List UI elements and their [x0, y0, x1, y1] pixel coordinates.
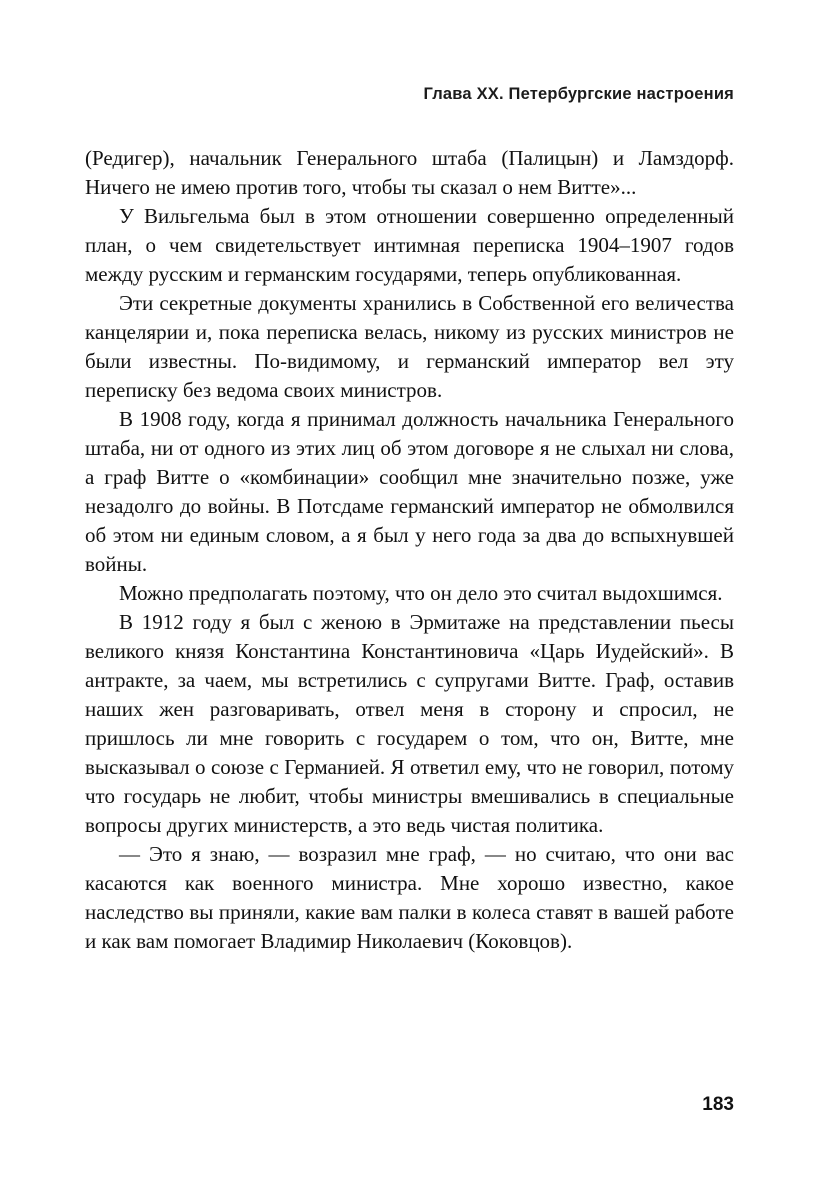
paragraph: — Это я знаю, — возразил мне граф, — но считаю, что они вас касаются как военного министра. Мне хорошо известно, какое наследство вы приняли, какие вам палки в колеса ставят в вашей работе и как вам помогает Владимир Николаевич (Коковцов).	[85, 842, 734, 953]
page-body	[85, 144, 734, 956]
paragraph: (Редигер), начальник Генерального штаба (Палицын) и Ламздорф. Ничего не имею против того, чтобы ты сказал о нем Витте»...	[85, 146, 734, 199]
running-header: Глава XX. Петербургские настроения	[423, 85, 734, 103]
paragraph: В 1912 году я был с женою в Эрмитаже на представлении пьесы великого князя Константина Константиновича «Царь Иудейский». В антракте, за чаем, мы встретились с супругами Витте. Граф, оставив наших жен разговаривать, отвел меня в сторону и спросил, не пришлось ли мне говорить с государем о том, что он, Витте, мне высказывал о союзе с Германией. Я ответил ему, что не говорил, потому что государь не любит, чтобы министры вмешивались в специальные вопросы других министерств, а это ведь чистая политика.	[85, 610, 734, 837]
paragraph: У Вильгельма был в этом отношении совершенно определенный план, о чем свидетельствует интимная переписка 1904–1907 годов между русским и германским государями, теперь опубликованная.	[85, 204, 734, 286]
page-number: 183	[702, 1094, 734, 1115]
paragraph: Эти секретные документы хранились в Собственной его величества канцелярии и, пока переписка велась, никому из русских министров не были известны. По-видимому, и германский император вел эту переписку без ведома своих министров.	[85, 291, 734, 402]
paragraph: В 1908 году, когда я принимал должность начальника Генерального штаба, ни от одного из этих лиц об этом договоре я не слыхал ни слова, а граф Витте о «комбинации» сообщил мне значительно позже, уже незадолго до войны. В Потсдаме германский император не обмолвился об этом ни единым словом, а я был у него года за два до вспыхнувшей войны.	[85, 407, 734, 576]
paragraph: Можно предполагать поэтому, что он дело это считал выдохшимся.	[119, 581, 723, 605]
